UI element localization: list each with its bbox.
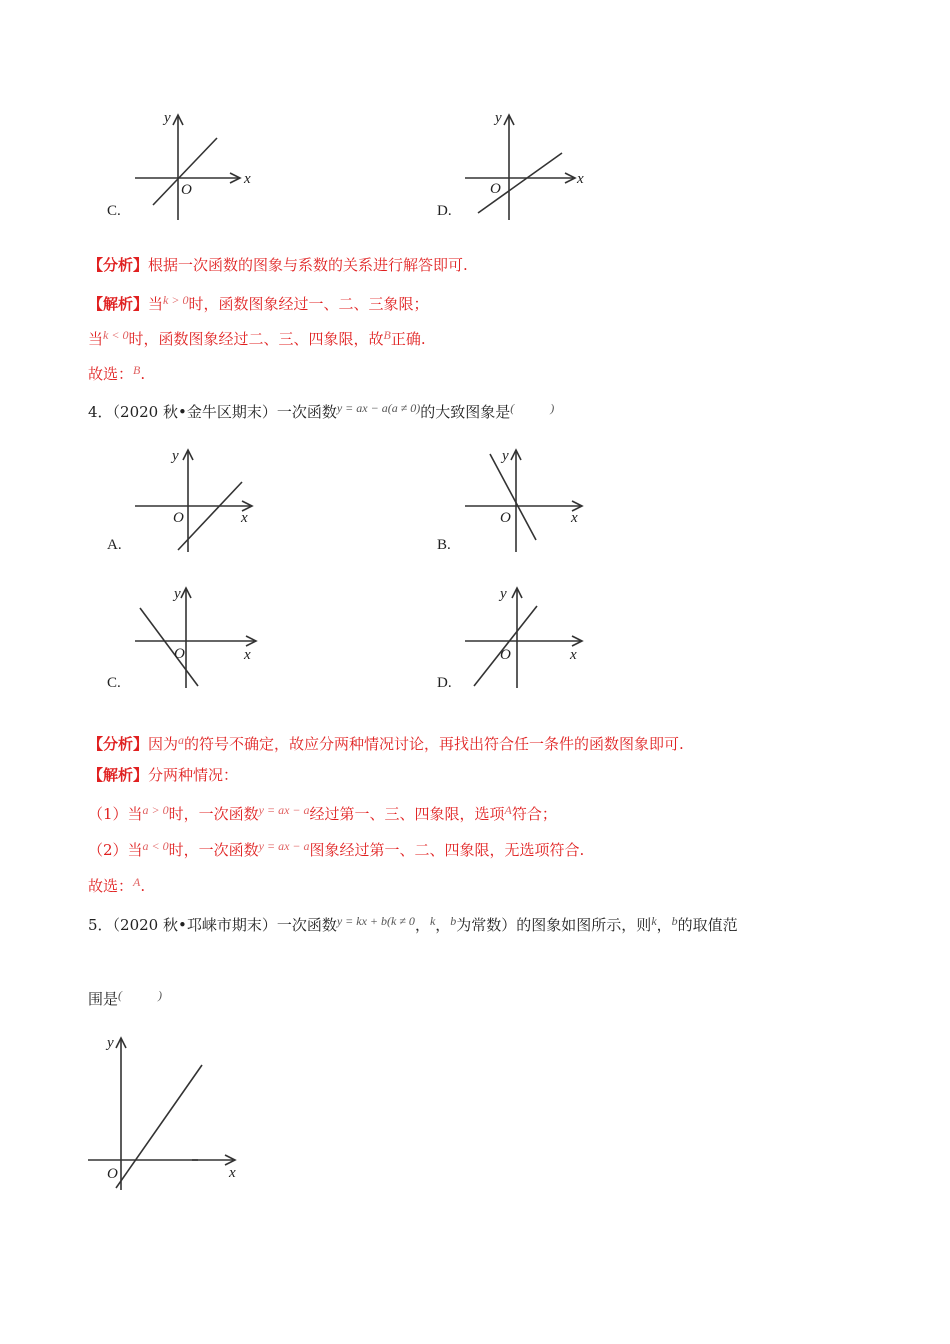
math-k-lt-0: k < 0 bbox=[103, 328, 129, 342]
answer-math: A bbox=[133, 875, 141, 889]
text: 符合； bbox=[511, 805, 557, 823]
text: ， bbox=[414, 916, 430, 934]
x-label: x bbox=[241, 510, 248, 526]
text: 正确. bbox=[390, 330, 426, 348]
analysis-tag: 【分析】 bbox=[88, 735, 149, 753]
x-label: x bbox=[570, 647, 577, 663]
text: 5．（2020 秋•邛崃市期末）一次函数 bbox=[88, 916, 337, 934]
analysis-tag: 【分析】 bbox=[88, 256, 149, 274]
text: 因为 bbox=[148, 735, 179, 753]
q5-stem-line-1 bbox=[88, 911, 738, 935]
text: 的大致图象是 bbox=[420, 403, 511, 421]
text: 时，一次函数 bbox=[168, 841, 259, 859]
answer-paren: ( ) bbox=[510, 401, 555, 415]
text: 围是 bbox=[88, 990, 119, 1008]
origin-label: O bbox=[173, 510, 184, 526]
origin-label: O bbox=[174, 646, 185, 662]
q3-solution-line-1 bbox=[88, 290, 428, 314]
x-label: x bbox=[229, 1165, 236, 1181]
q3-option-c-label: C. bbox=[107, 203, 121, 219]
q3-solution-line-2 bbox=[88, 325, 426, 349]
function-line bbox=[474, 606, 537, 686]
q3-analysis bbox=[88, 255, 468, 275]
y-label: y bbox=[164, 110, 171, 126]
q4-option-d-label: D. bbox=[437, 675, 452, 691]
text: 经过第一、三、四象限，选项 bbox=[309, 805, 505, 823]
text: 当 bbox=[148, 295, 164, 313]
math-a-lt-0: a < 0 bbox=[142, 839, 169, 853]
q3-option-d-graph bbox=[450, 105, 600, 225]
q4-function: y = ax − a(a ≠ 0) bbox=[336, 401, 421, 415]
y-label: y bbox=[174, 586, 181, 602]
text: ， bbox=[435, 916, 451, 934]
text: 分两种情况： bbox=[148, 766, 239, 784]
text: （2）当 bbox=[88, 841, 143, 859]
math-k: k bbox=[429, 914, 436, 928]
x-label: x bbox=[244, 171, 251, 187]
text: （1）当 bbox=[88, 805, 143, 823]
text: 故选： bbox=[88, 365, 134, 383]
q4-case-2 bbox=[88, 836, 584, 860]
y-label: y bbox=[495, 110, 502, 126]
y-label: y bbox=[172, 448, 179, 464]
text: 图象经过第一、二、四象限，无选项符合. bbox=[309, 841, 585, 859]
text: . bbox=[140, 365, 146, 383]
analysis-text: 根据一次函数的图象与系数的关系进行解答即可. bbox=[148, 256, 468, 274]
text: . bbox=[140, 877, 146, 895]
x-label: x bbox=[571, 510, 578, 526]
origin-label: O bbox=[500, 510, 511, 526]
x-label: x bbox=[244, 647, 251, 663]
answer-paren: ( ) bbox=[118, 988, 163, 1002]
q4-option-d-graph bbox=[450, 578, 600, 698]
q4-option-a-graph bbox=[120, 440, 270, 560]
math-b: b bbox=[671, 914, 678, 928]
origin-label: O bbox=[490, 181, 501, 197]
text: 时，函数图象经过二、三、四象限，故 bbox=[128, 330, 384, 348]
q4-case-1 bbox=[88, 800, 557, 824]
q3-answer bbox=[88, 360, 145, 384]
math-option-a: A bbox=[504, 803, 512, 817]
origin-label: O bbox=[107, 1166, 118, 1182]
q4-option-b-graph bbox=[450, 440, 600, 560]
y-label: y bbox=[107, 1035, 114, 1051]
q5-stem-line-2 bbox=[88, 985, 162, 1009]
q3-option-d-label: D. bbox=[437, 203, 452, 219]
text: ， bbox=[656, 916, 672, 934]
origin-label: O bbox=[181, 182, 192, 198]
q4-option-a-label: A. bbox=[107, 537, 122, 553]
q4-analysis bbox=[88, 730, 684, 754]
origin-label: O bbox=[500, 647, 511, 663]
text: 当 bbox=[88, 330, 104, 348]
solution-tag: 【解析】 bbox=[88, 766, 149, 784]
function-line bbox=[116, 1065, 202, 1188]
text: 故选： bbox=[88, 877, 134, 895]
math-a: a bbox=[178, 733, 185, 747]
math-function: y = ax − a bbox=[258, 839, 310, 853]
text: 为常数）的图象如图所示，则 bbox=[456, 916, 652, 934]
q4-stem bbox=[88, 398, 554, 422]
q4-answer bbox=[88, 872, 145, 896]
math-b: b bbox=[450, 914, 457, 928]
text: 4．（2020 秋•金牛区期末）一次函数 bbox=[88, 403, 337, 421]
function-line bbox=[140, 608, 198, 686]
y-label: y bbox=[500, 586, 507, 602]
text: 时，一次函数 bbox=[168, 805, 259, 823]
solution-tag: 【解析】 bbox=[88, 295, 149, 313]
q4-option-c-graph bbox=[120, 578, 270, 698]
text: 的符号不确定，故应分两种情况讨论，再找出符合任一条件的函数图象即可. bbox=[184, 735, 684, 753]
q4-solution bbox=[88, 765, 238, 785]
math-function: y = ax − a bbox=[258, 803, 310, 817]
q5-function: y = kx + b(k ≠ 0 bbox=[336, 914, 415, 928]
x-label: x bbox=[577, 171, 584, 187]
q4-option-b-label: B. bbox=[437, 537, 451, 553]
math-k: k bbox=[651, 914, 657, 928]
function-line bbox=[490, 454, 536, 540]
math-a-gt-0: a > 0 bbox=[142, 803, 169, 817]
math-b: B bbox=[383, 328, 391, 342]
text: 时，函数图象经过一、二、三象限； bbox=[188, 295, 429, 313]
q3-option-c-graph bbox=[120, 105, 270, 225]
answer-math: B bbox=[133, 363, 141, 377]
math-k-gt-0: k > 0 bbox=[163, 293, 189, 307]
q4-option-c-label: C. bbox=[107, 675, 121, 691]
y-label: y bbox=[502, 448, 509, 464]
text: 的取值范 bbox=[677, 916, 738, 934]
q5-figure-graph bbox=[80, 1030, 260, 1195]
